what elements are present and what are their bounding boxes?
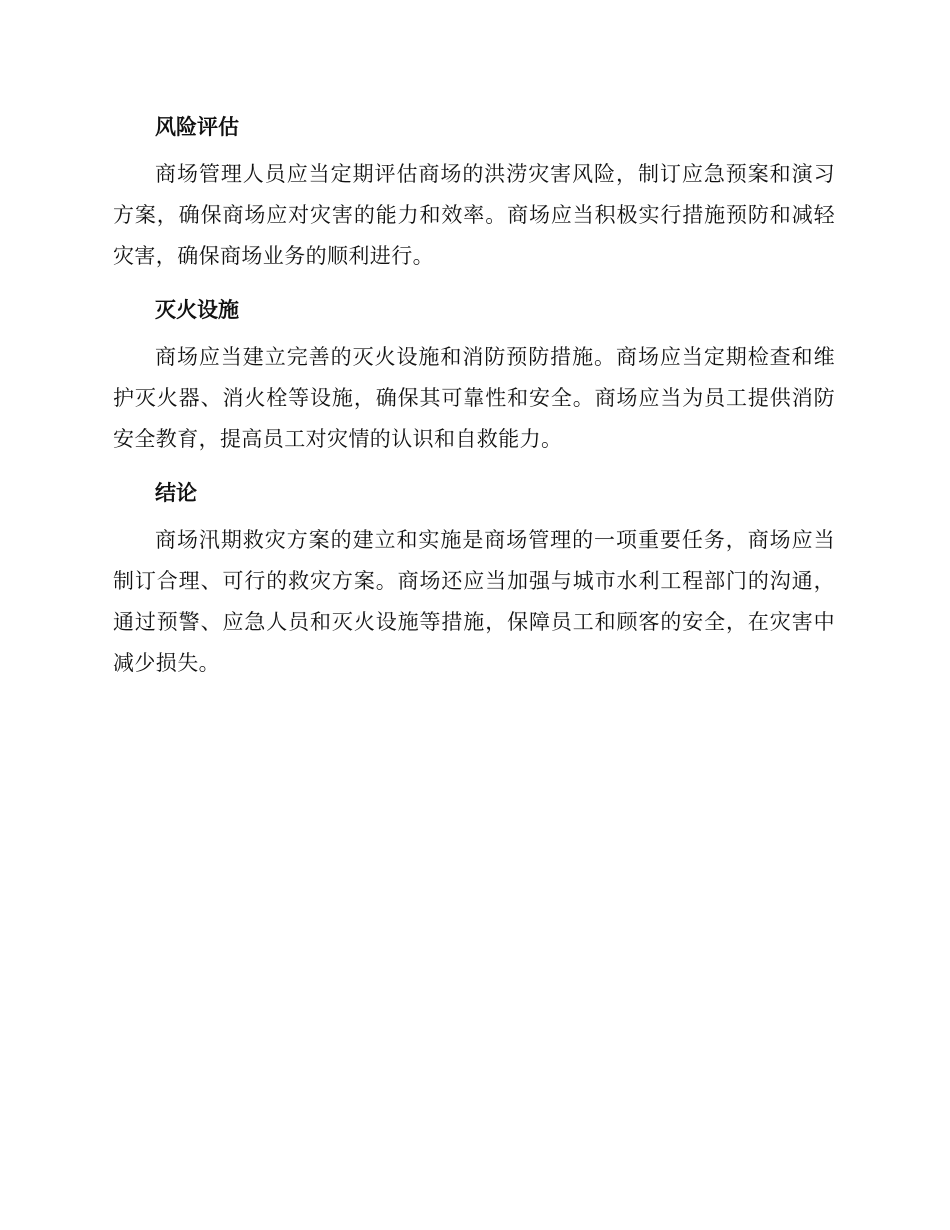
document-content (113, 108, 835, 698)
section-body-fire-facilities: 商场应当建立完善的灭火设施和消防预防措施。商场应当定期检查和维护灭火器、消火栓等设施，确保其可靠性和安全。商场应当为员工提供消防安全教育，提高员工对灾情的认识和自救能力。 (113, 345, 835, 451)
section-heading-risk-assessment: 风险评估 (155, 115, 239, 139)
section-heading-conclusion: 结论 (155, 481, 197, 505)
section-heading-fire-facilities: 灭火设施 (155, 298, 239, 322)
section-body-risk-assessment: 商场管理人员应当定期评估商场的洪涝灾害风险，制订应急预案和演习方案，确保商场应对灾害的能力和效率。商场应当积极实行措施预防和减轻灾害，确保商场业务的顺利进行。 (113, 162, 835, 268)
section-body-conclusion: 商场汛期救灾方案的建立和实施是商场管理的一项重要任务，商场应当制订合理、可行的救灾方案。商场还应当加强与城市水利工程部门的沟通，通过预警、应急人员和灭火设施等措施，保障员工和顾客的安全，在灾害中减少损失。 (113, 528, 835, 675)
